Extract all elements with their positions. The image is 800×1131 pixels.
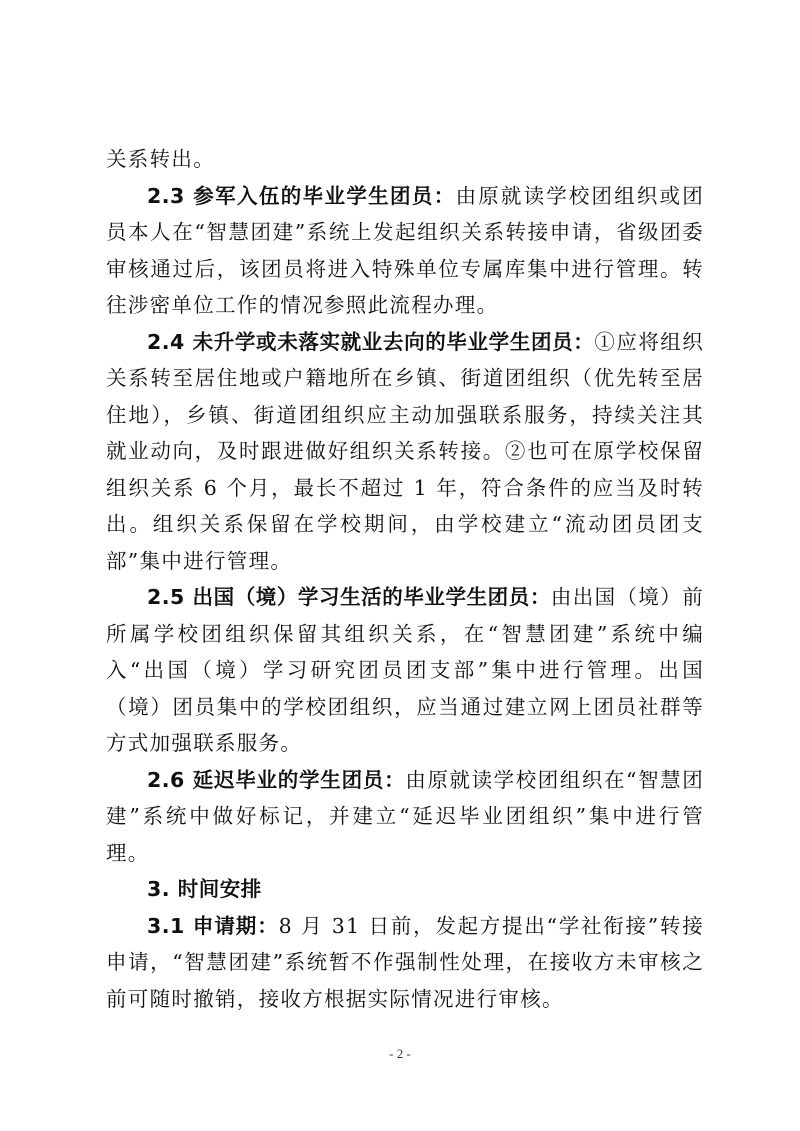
paragraph-3-1 <box>106 908 704 1018</box>
paragraph-text: 8 月 31 日前，发起方提出“学社衔接”转接申请，“智慧团建”系统暂不作强制性处理，在接收方未审核之前可随时撤销，接收方根据实际情况进行审核。 <box>106 913 704 1011</box>
paragraph-2-4 <box>106 324 704 580</box>
paragraph-2-3 <box>106 178 704 324</box>
paragraph-text: ①应将组织关系转至居住地或户籍地所在乡镇、街道团组织（优先转至居住地），乡镇、街道团组织应主动加强联系服务，持续关注其就业动向，及时跟进做好组织关系转接。②也可在原学校保留组织关系 6 个月，最长不超过 1 年，符合条件的应当及时转出。组织关系保留在学校期间，由学校建立“流动团员团支部”集中进行管理。 <box>106 329 705 573</box>
paragraph-continuation <box>106 141 704 178</box>
section-heading-3-1: 3.1 申请期： <box>147 913 279 938</box>
section-heading-2-6: 2.6 延迟毕业的学生团员： <box>147 767 406 792</box>
paragraph-2-6 <box>106 762 704 872</box>
paragraph-text: 由原就读学校团组织或团员本人在“智慧团建”系统上发起组织关系转接申请，省级团委审核通过后，该团员将进入特殊单位专属库集中进行管理。转往涉密单位工作的情况参照此流程办理。 <box>106 183 704 317</box>
page-number: - 2 - <box>389 1046 411 1061</box>
paragraph-3 <box>106 871 704 908</box>
section-heading-2-3: 2.3 参军入伍的毕业学生团员： <box>147 183 456 208</box>
paragraph-text: 关系转出。 <box>106 147 215 171</box>
section-heading-2-5: 2.5 出国（境）学习生活的毕业学生团员： <box>147 585 551 609</box>
section-heading-2-4: 2.4 未升学或未落实就业去向的毕业学生团员： <box>147 329 595 354</box>
section-heading-3: 3. 时间安排 <box>147 877 262 901</box>
paragraph-text: 由原就读学校团组织在“智慧团建”系统中做好标记，并建立“延迟毕业团组织”集中进行管理。 <box>106 767 704 865</box>
document-body <box>106 141 704 1017</box>
paragraph-2-5 <box>106 579 704 762</box>
paragraph-text: 由出国（境）前所属学校团组织保留其组织关系，在“智慧团建”系统中编入“出国（境）学习研究团员团支部”集中进行管理。出国（境）团员集中的学校团组织，应当通过建立网上团员社群等方式加强联系服务。 <box>106 585 704 755</box>
